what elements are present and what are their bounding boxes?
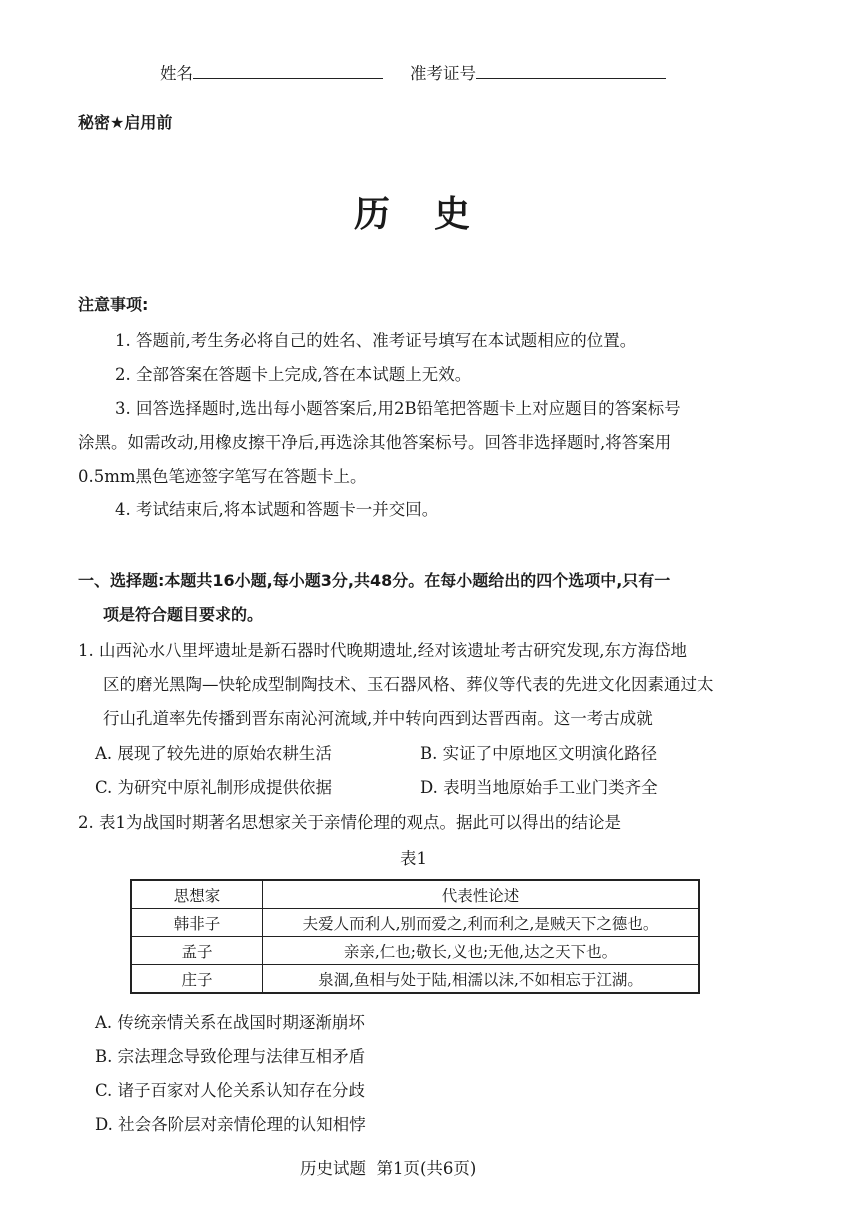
q1-stem-line1: 1. 山西沁水八里坪遗址是新石器时代晚期遗址,经对该遗址考古研究发现,东方海岱地 <box>78 641 687 660</box>
table-header-cell: 思想家 <box>131 880 263 909</box>
q2-option-d[interactable]: D. 社会各阶层对亲情伦理的认知相悖 <box>95 1115 366 1134</box>
name-blank[interactable] <box>193 60 383 79</box>
thinkers-table <box>130 879 700 994</box>
table-row <box>131 937 699 965</box>
table-row <box>131 909 699 937</box>
notice-item-2: 2. 全部答案在答题卡上完成,答在本试题上无效。 <box>115 365 472 384</box>
table-cell: 孟子 <box>131 937 263 965</box>
q1-option-b[interactable]: B. 实证了中原地区文明演化路径 <box>420 744 658 763</box>
table-cell: 亲亲,仁也;敬长,义也;无他,达之天下也。 <box>263 937 700 965</box>
table-header-row <box>131 880 699 909</box>
table-cell: 庄子 <box>131 965 263 994</box>
exam-id-label: 准考证号 <box>410 64 476 83</box>
page-title: 历史 <box>354 194 515 235</box>
secret-mark: 秘密★启用前 <box>78 113 173 132</box>
q1-stem-line2: 区的磨光黑陶—快轮成型制陶技术、玉石器风格、葬仪等代表的先进文化因素通过太 <box>103 675 714 694</box>
q1-option-c[interactable]: C. 为研究中原礼制形成提供依据 <box>95 778 333 797</box>
q1-option-d[interactable]: D. 表明当地原始手工业门类齐全 <box>420 778 658 797</box>
name-label: 姓名 <box>160 64 193 83</box>
notice-item-4: 4. 考试结束后,将本试题和答题卡一并交回。 <box>115 500 439 519</box>
q1-option-a[interactable]: A. 展现了较先进的原始农耕生活 <box>95 744 332 763</box>
page-footer: 历史试题 第1页(共6页) <box>300 1159 477 1178</box>
table-cell: 夫爱人而利人,别而爱之,利而利之,是贼天下之德也。 <box>263 909 700 937</box>
notice-heading: 注意事项: <box>78 295 149 314</box>
table-cell: 韩非子 <box>131 909 263 937</box>
section-heading-line1: 一、选择题:本题共16小题,每小题3分,共48分。在每小题给出的四个选项中,只有一 <box>78 571 671 590</box>
q2-option-c[interactable]: C. 诸子百家对人伦关系认知存在分歧 <box>95 1081 366 1100</box>
table-cell: 泉涸,鱼相与处于陆,相濡以沫,不如相忘于江湖。 <box>263 965 700 994</box>
exam-id-blank[interactable] <box>476 60 666 79</box>
q2-stem: 2. 表1为战国时期著名思想家关于亲情伦理的观点。据此可以得出的结论是 <box>78 813 621 832</box>
table-caption: 表1 <box>400 849 427 868</box>
section-heading-line2: 项是符合题目要求的。 <box>103 605 264 624</box>
notice-item-3-line2: 涂黑。如需改动,用橡皮擦干净后,再选涂其他答案标号。回答非选择题时,将答案用 <box>78 433 672 452</box>
table-row <box>131 965 699 994</box>
table-header-cell: 代表性论述 <box>263 880 700 909</box>
notice-item-1: 1. 答题前,考生务必将自己的姓名、准考证号填写在本试题相应的位置。 <box>115 331 637 350</box>
exam-id-field[interactable] <box>410 60 666 84</box>
notice-item-3-line1: 3. 回答选择题时,选出每小题答案后,用2B铅笔把答题卡上对应题目的答案标号 <box>115 399 681 418</box>
notice-item-3-line3: 0.5mm黑色笔迹签字笔写在答题卡上。 <box>78 467 367 486</box>
q2-option-a[interactable]: A. 传统亲情关系在战国时期逐渐崩坏 <box>95 1013 365 1032</box>
q2-option-b[interactable]: B. 宗法理念导致伦理与法律互相矛盾 <box>95 1047 366 1066</box>
q1-stem-line3: 行山孔道率先传播到晋东南沁河流域,并中转向西到达晋西南。这一考古成就 <box>103 709 653 728</box>
name-field[interactable] <box>160 60 383 84</box>
